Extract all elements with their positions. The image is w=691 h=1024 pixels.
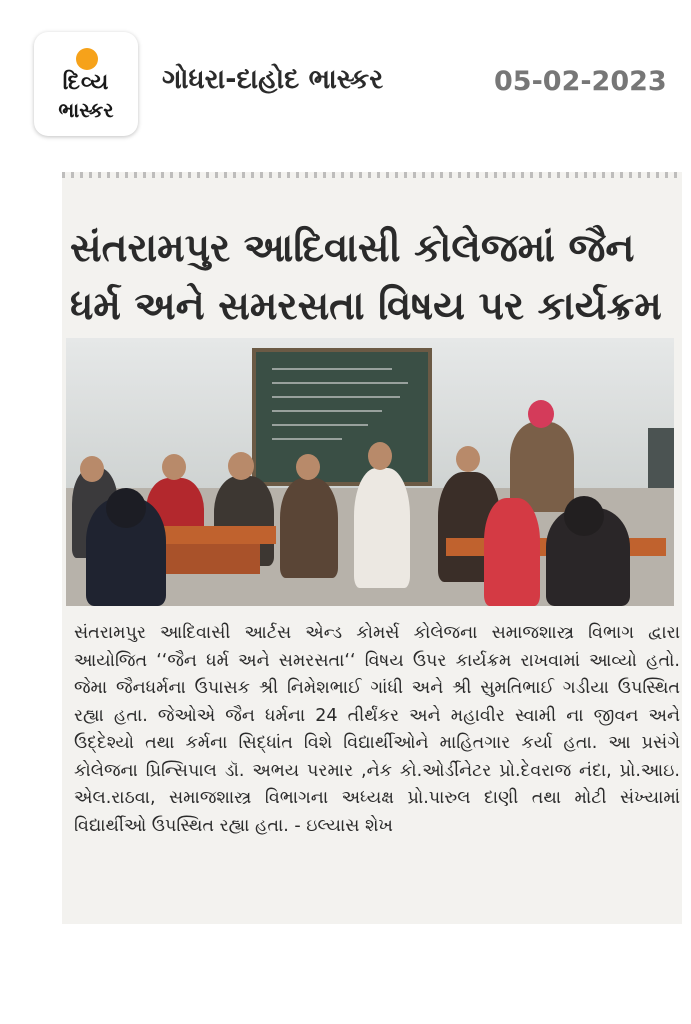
clip-top-edge (62, 172, 682, 178)
photo-blackboard (252, 348, 432, 486)
logo-line1: દિવ્ય (62, 70, 110, 95)
app-header (0, 0, 691, 150)
edition-date: 05-02-2023 (494, 66, 667, 97)
logo-line2: ભાસ્કર (58, 98, 114, 122)
edition-title: ગોધરા-દાહોદ ભાસ્કર (162, 64, 384, 95)
divya-bhaskar-logo[interactable] (34, 32, 138, 136)
article-photo (66, 338, 674, 606)
sun-icon (76, 48, 98, 70)
article-headline: સંતરામપુર આદિવાસી કોલેજમાં જૈન ધર્મ અને સમરસતા વિષય પર કાર્યક્રમ (70, 226, 662, 329)
article-body: સંતરામપુર આદિવાસી આર્ટસ એન્ડ કોમર્સ કોલેજના સમાજશાસ્ત્ર વિભાગ દ્વારા આયોજિત ‘‘જૈન ધર્મ અને સમરસતા‘‘ વિષય ઉપર કાર્યક્રમ રાખવામાં આવ્યો હતો. જેમા જૈનધર્મના ઉપાસક શ્રી નિમેશભાઈ ગાંધી અને શ્રી સુમતિભાઈ ગડીયા ઉપસ્થિત રહ્યા હતા. જેઓએ જૈન ધર્મના 24 તીર્થંકર અને મહાવીર સ્વામી ના જીવન અને ઉદ્દેશ્યો તથા કર્મના સિદ્ધાંત વિશે વિદ્યાર્થીઓને માહિતગાર કર્યા હતા. આ પ્રસંગે કોલેજના પ્રિન્સિપાલ ડૉ. અભય પરમાર ,નેક કો.ઓર્ડીનેટર પ્રો.દેવરાજ નંદા, પ્રો.આઇ. એલ.રાઠવા, સમાજશાસ્ત્ર વિભાગના અધ્યક્ષ પ્રો.પારુલ દાણી તથા મોટી સંખ્યામાં વિદ્યાર્થીઓ ઉપસ્થિત રહ્યા હતા. - ઇલ્યાસ શેખ (74, 623, 680, 836)
